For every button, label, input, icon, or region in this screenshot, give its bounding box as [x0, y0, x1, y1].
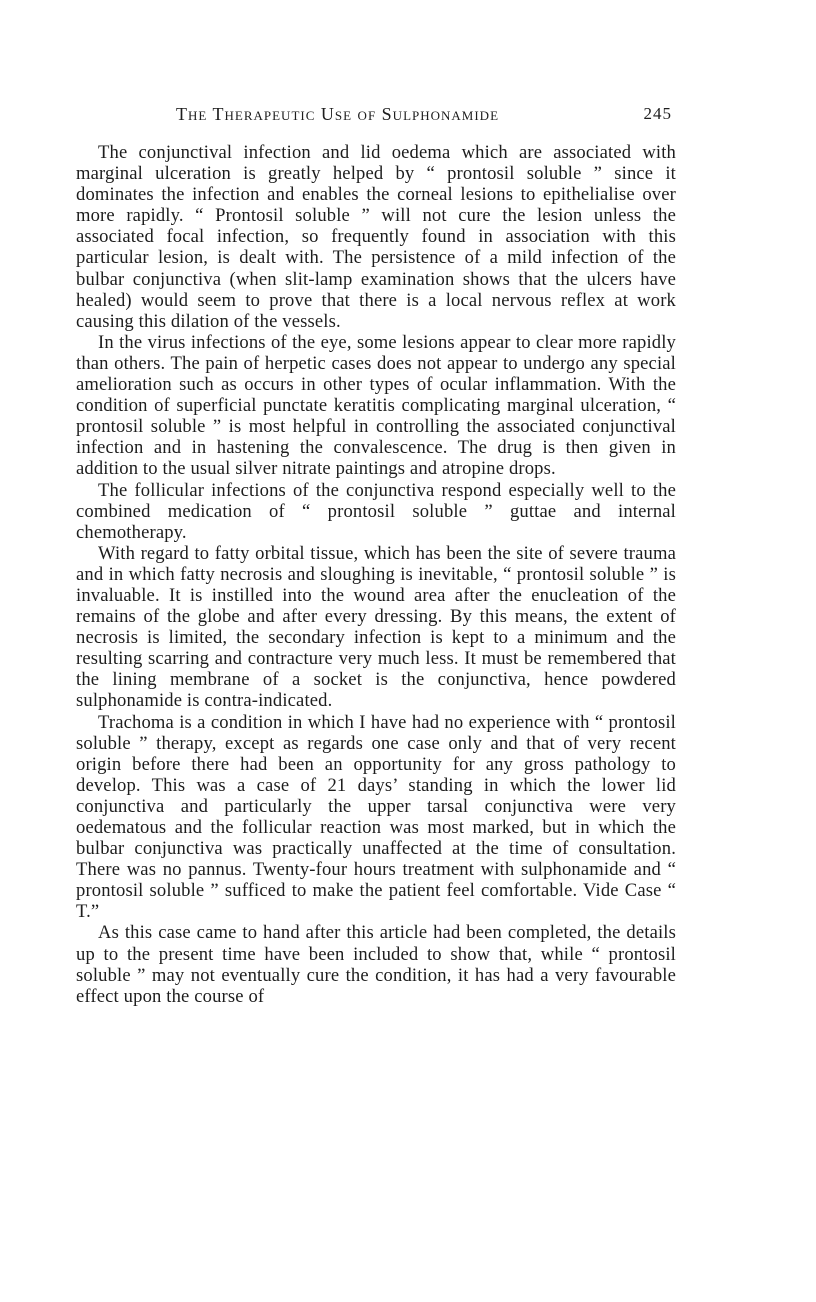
paragraph-case-details: As this case came to hand after this article had been completed, the details up to the present time have been included to show that, while “ prontosil soluble ” may not eventually cure the condition, it has had a very favourable effect upon the course of	[76, 922, 676, 1007]
document-page	[76, 104, 676, 1007]
paragraph-virus-infections: In the virus infections of the eye, some lesions appear to clear more rapidly than others. The pain of herpetic cases does not appear to undergo any special amelioration such as occurs in other types of ocular inflammation. With the condition of superficial punctate keratitis complicating marginal ulceration, “ prontosil soluble ” is most helpful in controlling the associated conjunctival infection and in hastening the convalescence. The drug is then given in addition to the usual silver nitrate paintings and atropine drops.	[76, 331, 676, 480]
running-header	[76, 104, 676, 130]
paragraph-trachoma: Trachoma is a condition in which I have had no experience with “ prontosil soluble ” therapy, except as regards one case only and that of very recent origin before there had been an opportunity for any gross pathology to develop. This was a case of 21 days’ standing in which the lower lid conjunctiva and particularly the upper tarsal conjunctiva were very oedematous and the follicular reaction was most marked, but in which the bulbar conjunctiva was practically unaffected at the time of consultation. There was no pannus. Twenty-four hours treatment with sulphonamide and “ prontosil soluble ” sufficed to make the patient feel comfortable. Vide Case “ T.”	[76, 711, 676, 923]
running-title: The Therapeutic Use of Sulphonamide	[176, 104, 500, 124]
paragraph-marginal-ulceration: The conjunctival infection and lid oedema which are associated with marginal ulceration is greatly helped by “ prontosil soluble ” since it dominates the infection and enables the corneal lesions to epithelialise over more rapidly. “ Prontosil soluble ” will not cure the lesion unless the associated focal infection, so frequently found in association with this particular lesion, is dealt with. The persistence of a mild infection of the bulbar conjunctiva (when slit-lamp examination shows that the ulcers have healed) would seem to prove that there is a local nervous reflex at work causing this dilation of the vessels.	[76, 142, 676, 332]
page-number: 245	[643, 104, 672, 123]
paragraph-follicular-infections: The follicular infections of the conjunctiva respond especially well to the combined medication of “ prontosil soluble ” guttae and internal chemotherapy.	[76, 479, 676, 543]
paragraph-orbital-tissue: With regard to fatty orbital tissue, which has been the site of severe trauma and in which fatty necrosis and sloughing is inevitable, “ prontosil soluble ” is invaluable. It is instilled into the wound area after the enucleation of the remains of the globe and after every dressing. By this means, the extent of necrosis is limited, the secondary infection is kept to a minimum and the resulting scarring and contracture very much less. It must be remembered that the lining membrane of a socket is the conjunctiva, hence powdered sulphonamide is contra-indicated.	[76, 542, 676, 712]
body-text	[76, 142, 676, 1007]
